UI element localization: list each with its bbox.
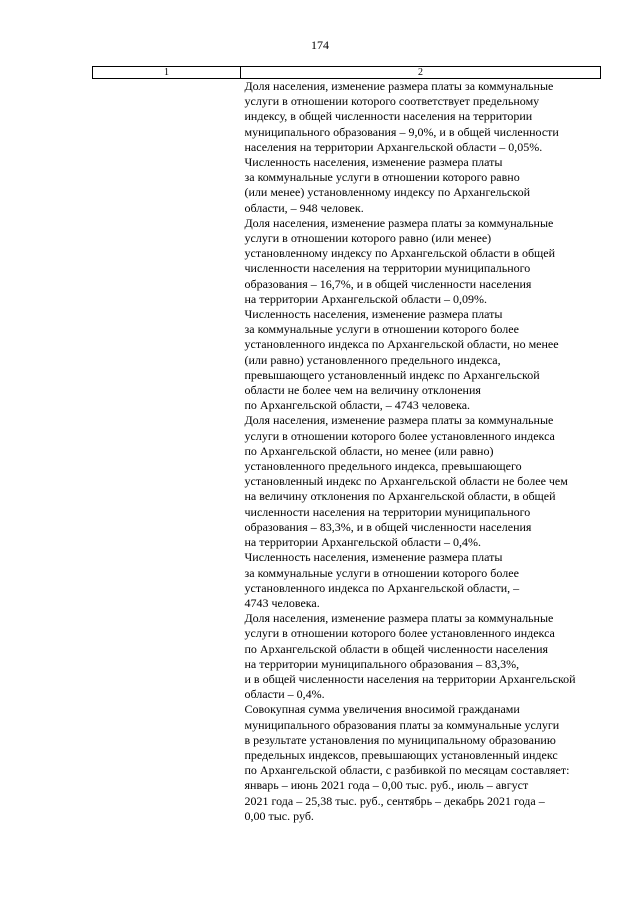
text-line: населения на территории Архангельской области – 0,05%. xyxy=(244,139,543,154)
text-line: на территории муниципального образования – 83,3%, xyxy=(244,656,520,671)
column-header-2: 2 xyxy=(241,67,601,79)
text-line: Доля населения, изменение размера платы за коммунальные xyxy=(244,79,554,93)
column-header-1: 1 xyxy=(93,67,241,79)
text-line: муниципального образования платы за коммунальные услуги xyxy=(244,717,560,732)
text-line: установленному индексу по Архангельской области в общей xyxy=(244,246,556,261)
text-line: 4743 человека. xyxy=(244,595,320,610)
text-line: установленного индекса по Архангельской области, – xyxy=(244,580,520,595)
text-line: области не более чем на величину отклонения xyxy=(244,383,481,398)
text-line: образования – 83,3%, и в общей численности населения xyxy=(244,519,532,534)
text-paragraph xyxy=(245,79,601,155)
table-row xyxy=(93,79,601,824)
text-line: Численность населения, изменение размера платы xyxy=(244,550,503,565)
text-line: Доля населения, изменение размера платы за коммунальные xyxy=(244,215,554,230)
text-line: в результате установления по муниципальному образованию xyxy=(244,732,556,747)
text-line: по Архангельской области, – 4743 человека. xyxy=(244,398,471,413)
text-line: по Архангельской области в общей численности населения xyxy=(244,641,549,656)
text-line: численности населения на территории муниципального xyxy=(244,504,531,519)
text-line: превышающего установленный индекс по Архангельской xyxy=(244,367,540,382)
text-line: Совокупная сумма увеличения вносимой гражданами xyxy=(244,702,520,717)
text-line: (или менее) установленному индексу по Архангельской xyxy=(244,185,530,200)
text-line: 0,00 тыс. руб. xyxy=(244,808,314,823)
text-paragraph xyxy=(245,216,601,307)
text-line: образования – 16,7%, и в общей численности населения xyxy=(244,276,532,291)
text-line: установленного предельного индекса, превышающего xyxy=(244,459,522,474)
text-line: услуги в отношении которого равно (или менее) xyxy=(244,231,492,246)
column-2-cell xyxy=(241,79,601,824)
text-line: области, – 948 человек. xyxy=(244,200,364,215)
text-line: области – 0,4%. xyxy=(244,687,325,702)
text-line: Доля населения, изменение размера платы за коммунальные xyxy=(244,413,554,428)
text-line: муниципального образования – 9,0%, и в общей численности xyxy=(244,124,559,139)
text-line: услуги в отношении которого более установленного индекса xyxy=(244,626,555,641)
text-line: 2021 года – 25,38 тыс. руб., сентябрь – декабрь 2021 года – xyxy=(244,793,545,808)
text-line: установленного индекса по Архангельской области, но менее xyxy=(244,337,559,352)
text-paragraph xyxy=(245,611,601,702)
text-line: Доля населения, изменение размера платы за коммунальные xyxy=(244,611,554,626)
text-line: по Архангельской области, с разбивкой по месяцам составляет: xyxy=(244,763,570,778)
text-line: Численность населения, изменение размера платы xyxy=(244,155,503,170)
text-paragraph xyxy=(245,702,601,824)
text-line: услуги в отношении которого соответствует предельному xyxy=(244,94,540,109)
text-line: за коммунальные услуги в отношении которого более xyxy=(244,322,519,337)
text-line: на величину отклонения по Архангельской области, в общей xyxy=(244,489,556,504)
text-line: Численность населения, изменение размера платы xyxy=(244,307,503,322)
table-header-row xyxy=(93,67,601,79)
text-line: численности населения на территории муниципального xyxy=(244,261,531,276)
text-line: за коммунальные услуги в отношении которого равно xyxy=(244,170,520,185)
text-line: и в общей численности населения на территории Архангельской xyxy=(244,671,576,686)
page-number: 174 xyxy=(311,38,329,52)
text-line: на территории Архангельской области – 0,4%. xyxy=(244,535,482,550)
text-line: предельных индексов, превышающих установленный индекс xyxy=(244,747,558,762)
text-line: установленный индекс по Архангельской области не более чем xyxy=(244,474,568,489)
text-line: (или равно) установленного предельного индекса, xyxy=(244,352,501,367)
text-line: на территории Архангельской области – 0,09%. xyxy=(244,291,488,306)
text-paragraph xyxy=(245,413,601,550)
text-line: январь – июнь 2021 года – 0,00 тыс. руб., июль – август xyxy=(244,778,529,793)
text-line: индексу, в общей численности населения на территории xyxy=(244,109,533,124)
text-paragraph xyxy=(245,550,601,611)
column-1-cell xyxy=(93,79,241,824)
text-line: по Архангельской области, но менее (или равно) xyxy=(244,443,494,458)
document-table xyxy=(92,66,601,824)
text-line: за коммунальные услуги в отношении которого более xyxy=(244,565,519,580)
text-paragraph xyxy=(245,155,601,216)
text-paragraph xyxy=(245,307,601,413)
text-line: услуги в отношении которого более установленного индекса xyxy=(244,428,555,443)
